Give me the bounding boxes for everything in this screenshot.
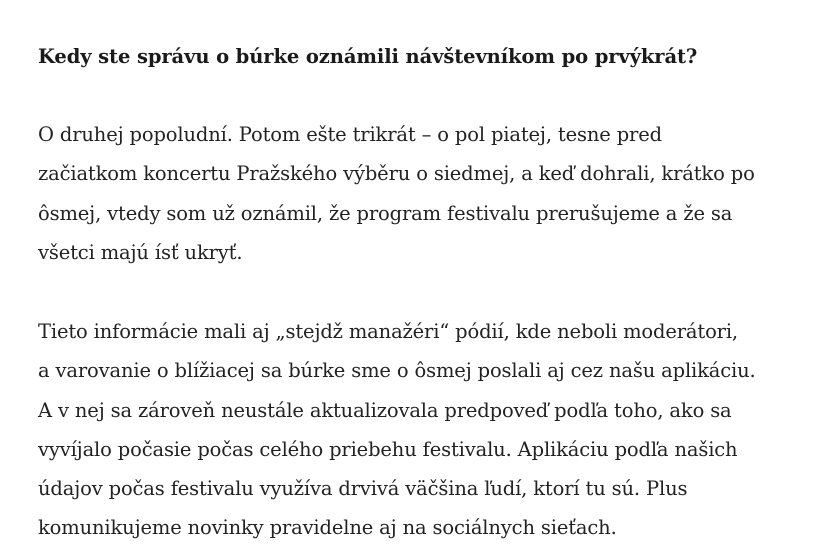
paragraph-line: vyvíjalo počasie počas celého priebehu festivalu. Aplikáciu podľa našich <box>38 437 738 461</box>
paragraph-line: údajov počas festivalu využíva drvivá väčšina ľudí, ktorí tu sú. Plus <box>38 477 688 501</box>
answer-paragraph-1 <box>38 115 808 272</box>
answer-paragraph-2 <box>38 312 808 548</box>
paragraph-line: všetci majú ísť ukryť. <box>38 240 243 264</box>
paragraph-line: Tieto informácie mali aj „stejdž manažéri“ pódií, kde neboli moderátori, <box>38 320 738 343</box>
paragraph-line: O druhej popoludní. Potom ešte trikrát – o pol piatej, tesne pred <box>38 123 662 146</box>
interview-question: Kedy ste správu o búrke oznámili návštevníkom po prvýkrát? <box>38 45 698 68</box>
paragraph-line: komunikujeme novinky pravidelne aj na sociálnych sieťach. <box>38 516 617 540</box>
paragraph-line: A v nej sa zároveň neustále aktualizovala predpoveď podľa toho, ako sa <box>38 398 732 422</box>
paragraph-line: začiatkom koncertu Pražského výběru o siedmej, a keď dohrali, krátko po <box>38 162 755 186</box>
paragraph-line: a varovanie o blížiacej sa búrke sme o ôsmej poslali aj cez našu aplikáciu. <box>38 359 756 383</box>
paragraph-line: ôsmej, vtedy som už oznámil, že program festivalu prerušujeme a že sa <box>38 201 733 225</box>
